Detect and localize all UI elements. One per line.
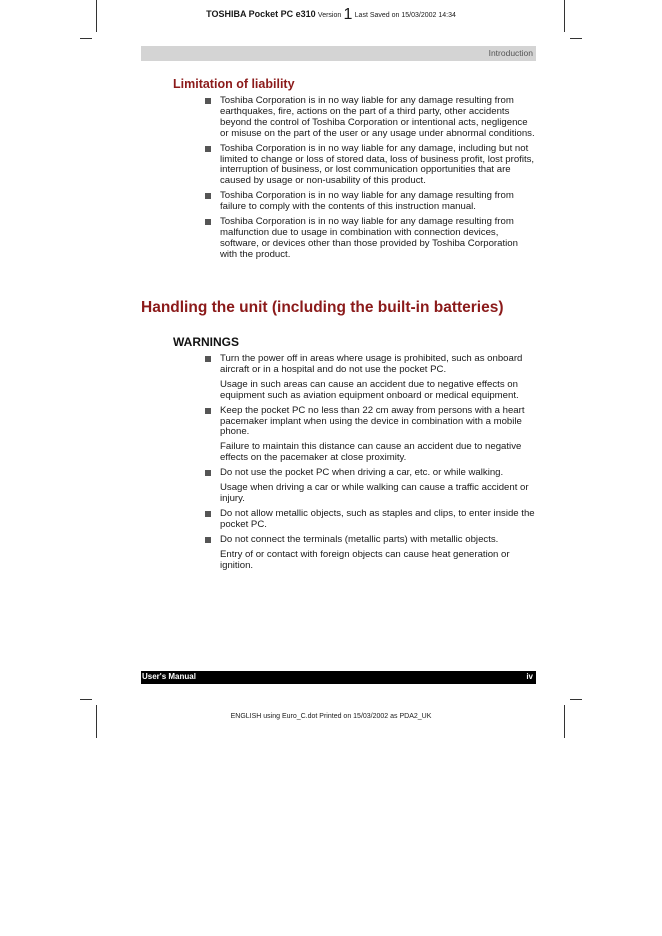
version-label: Version (317, 12, 342, 19)
page-number: iv (526, 672, 533, 681)
liability-list (205, 96, 537, 265)
bullet-square-icon (205, 408, 211, 414)
list-item-text: Toshiba Corporation is in no way liable for any damage resulting from failure to comply with the contents of this instruction manual. (220, 190, 514, 213)
print-header (0, 6, 662, 24)
list-item-text: Turn the power off in areas where usage is prohibited, such as onboard aircraft or in a hospital and do not use the pocket PC. (220, 353, 523, 375)
crop-mark (564, 705, 565, 738)
list-item (205, 96, 537, 140)
bullet-square-icon (205, 193, 211, 199)
bullet-square-icon (205, 537, 211, 543)
bullet-square-icon (205, 219, 211, 225)
last-saved: Last Saved on 15/03/2002 14:34 (354, 12, 456, 19)
crop-mark (80, 699, 92, 700)
liability-heading: Limitation of liability (173, 77, 295, 91)
crop-mark (80, 38, 92, 39)
list-item-text: Do not use the pocket PC when driving a car, etc. or while walking. (220, 467, 504, 479)
list-item (205, 509, 537, 531)
list-item-text: Toshiba Corporation is in no way liable for any damage resulting from earthquakes, fire, actions on the part of a third party, other accidents beyond the control of Toshiba Corporation or intentional acts, negligence or misuse on the part of the user or any usage under abnormal conditions. (220, 95, 535, 139)
bullet-square-icon (205, 511, 211, 517)
list-item-text: Toshiba Corporation is in no way liable for any damage resulting from malfunction due to usage in combination with connection devices, software, or devices other than those provided by Toshiba Corporation with the product. (220, 216, 518, 260)
crop-mark (570, 699, 582, 700)
section-title: Introduction (488, 48, 533, 58)
list-item-text: Toshiba Corporation is in no way liable for any damage, including but not limited to change or loss of stored data, loss of business profit, lost profits, interruption of business, or lost communication opportunities that are caused by usage or non-usability of this product. (220, 142, 535, 187)
version-number: 1 (343, 6, 353, 23)
list-item-text: Do not allow metallic objects, such as staples and clips, to enter inside the pocket PC. (220, 507, 535, 530)
list-item-text: Do not connect the terminals (metallic parts) with metallic objects. (220, 533, 499, 545)
list-item (205, 354, 537, 402)
list-item (205, 406, 537, 465)
warnings-list (205, 354, 537, 575)
list-item (205, 468, 537, 505)
list-item (205, 535, 537, 572)
bullet-square-icon (205, 98, 211, 104)
list-item-note: Usage when driving a car or while walking can cause a traffic accident or injury. (220, 482, 529, 504)
bullet-square-icon (205, 470, 211, 476)
manual-title: User's Manual (142, 672, 196, 681)
crop-mark (96, 705, 97, 738)
bullet-square-icon (205, 356, 211, 362)
handling-heading: Handling the unit (including the built-in batteries) (141, 299, 504, 316)
list-item-note: Usage in such areas can cause an accident due to negative effects on equipment such as aviation equipment onboard or medical equipment. (220, 378, 519, 401)
list-item (205, 144, 537, 188)
list-item (205, 217, 537, 261)
print-footer: ENGLISH using Euro_C.dot Printed on 15/03/2002 as PDA2_UK (230, 713, 432, 720)
bullet-square-icon (205, 146, 211, 152)
list-item-note: Failure to maintain this distance can cause an accident due to negative effects on the pacemaker at close proximity. (220, 441, 522, 464)
product-title: TOSHIBA Pocket PC e310 (206, 9, 316, 19)
crop-mark (570, 38, 582, 39)
list-item-note: Entry of or contact with foreign objects can cause heat generation or ignition. (220, 548, 510, 571)
section-band (141, 46, 536, 61)
list-item-text: Keep the pocket PC no less than 22 cm away from persons with a heart pacemaker implant when using the device in combination with a mobile phone. (220, 404, 525, 438)
warnings-heading: WARNINGS (173, 335, 239, 349)
list-item (205, 191, 537, 213)
footer-bar (141, 671, 536, 684)
